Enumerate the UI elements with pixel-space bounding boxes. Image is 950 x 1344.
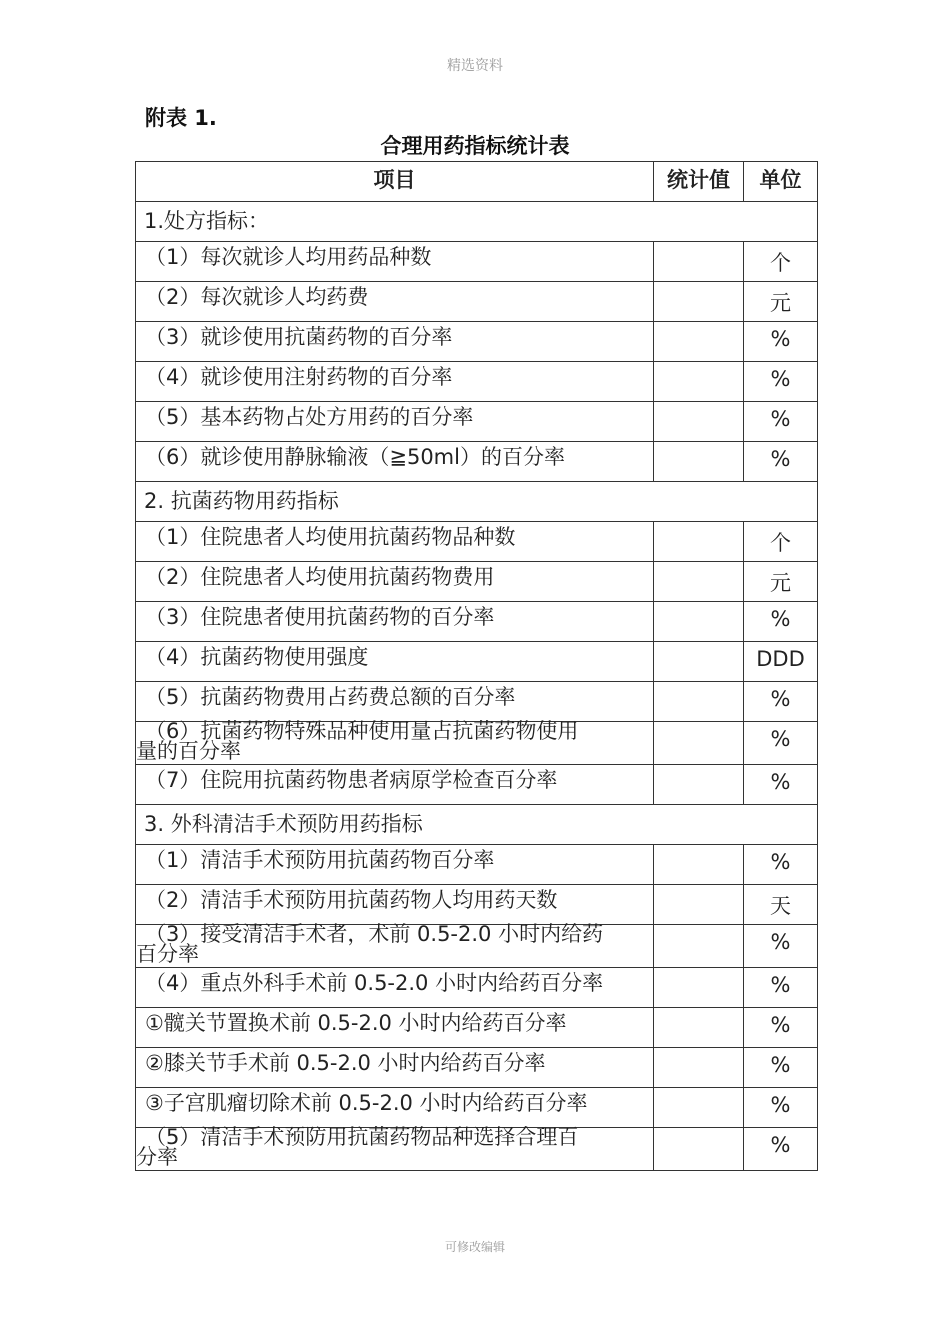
table-row (136, 682, 818, 722)
item-text: （5）清洁手术预防用抗菌药物品种选择合理百 (145, 1125, 579, 1149)
value-cell[interactable] (654, 442, 744, 482)
item-text-continued: 量的百分率 (136, 739, 241, 763)
table-row (136, 322, 818, 362)
item-cell: ②膝关节手术前 0.5-2.0 小时内给药百分率 (136, 1048, 654, 1088)
table-row (136, 968, 818, 1008)
value-cell[interactable] (654, 642, 744, 682)
unit-cell: % (744, 765, 818, 805)
unit-cell: % (744, 442, 818, 482)
section-row (136, 202, 818, 242)
value-cell[interactable] (654, 845, 744, 885)
unit-cell: % (744, 925, 818, 968)
value-cell[interactable] (654, 682, 744, 722)
item-cell: （4）就诊使用注射药物的百分率 (136, 362, 654, 402)
value-cell[interactable] (654, 765, 744, 805)
value-cell[interactable] (654, 1088, 744, 1128)
item-cell: （3）住院患者使用抗菌药物的百分率 (136, 602, 654, 642)
unit-cell: 天 (744, 885, 818, 925)
section-row (136, 482, 818, 522)
table-row (136, 602, 818, 642)
section-title: 3. 外科清洁手术预防用药指标 (136, 805, 818, 845)
unit-cell: 个 (744, 522, 818, 562)
item-cell: ①髋关节置换术前 0.5-2.0 小时内给药百分率 (136, 1008, 654, 1048)
value-cell[interactable] (654, 602, 744, 642)
item-cell: （5）抗菌药物费用占药费总额的百分率 (136, 682, 654, 722)
value-cell[interactable] (654, 322, 744, 362)
item-cell (136, 922, 654, 968)
item-cell: （4）重点外科手术前 0.5-2.0 小时内给药百分率 (136, 968, 654, 1008)
value-cell[interactable] (654, 968, 744, 1008)
table-row (136, 282, 818, 322)
table-body (136, 202, 818, 1171)
unit-cell: % (744, 682, 818, 722)
unit-cell: 元 (744, 282, 818, 322)
table-row (136, 562, 818, 602)
unit-cell: 元 (744, 562, 818, 602)
unit-cell: % (744, 968, 818, 1008)
item-cell: （3）就诊使用抗菌药物的百分率 (136, 322, 654, 362)
item-cell: （7）住院用抗菌药物患者病原学检查百分率 (136, 765, 654, 805)
value-cell[interactable] (654, 1128, 744, 1171)
section-title: 1.处方指标： (136, 202, 818, 242)
value-cell[interactable] (654, 885, 744, 925)
item-cell: （4）抗菌药物使用强度 (136, 642, 654, 682)
item-text-continued: 分率 (136, 1145, 178, 1169)
value-cell[interactable] (654, 242, 744, 282)
footer-note: 可修改编辑 (444, 1240, 505, 1254)
item-cell: （1）住院患者人均使用抗菌药物品种数 (136, 522, 654, 562)
table-row (136, 1048, 818, 1088)
statistics-table (135, 161, 818, 1171)
table-row (136, 442, 818, 482)
table-row (136, 1128, 818, 1171)
unit-cell: % (744, 1088, 818, 1128)
item-cell: （2）清洁手术预防用抗菌药物人均用药天数 (136, 885, 654, 925)
table-row (136, 362, 818, 402)
unit-cell: % (744, 602, 818, 642)
header-value: 统计值 (654, 162, 744, 202)
table-row (136, 1008, 818, 1048)
item-text: （3）接受清洁手术者，术前 0.5-2.0 小时内给药 (145, 922, 604, 946)
item-cell: （2）每次就诊人均药费 (136, 282, 654, 322)
header-note: 精选资料 (447, 58, 503, 74)
value-cell[interactable] (654, 402, 744, 442)
unit-cell: DDD (744, 642, 818, 682)
table-row (136, 722, 818, 765)
item-text: （6）抗菌药物特殊品种使用量占抗菌药物使用 (145, 719, 579, 743)
unit-cell: % (744, 1128, 818, 1171)
section-row (136, 805, 818, 845)
unit-cell: % (744, 1048, 818, 1088)
unit-cell: % (744, 322, 818, 362)
unit-cell: % (744, 362, 818, 402)
value-cell[interactable] (654, 522, 744, 562)
value-cell[interactable] (654, 1048, 744, 1088)
table-row (136, 845, 818, 885)
table-row (136, 765, 818, 805)
item-cell (136, 1125, 654, 1171)
unit-cell: % (744, 402, 818, 442)
table-row (136, 642, 818, 682)
table-title: 合理用药指标统计表 (380, 134, 570, 158)
unit-cell: % (744, 1008, 818, 1048)
header-unit: 单位 (744, 162, 818, 202)
item-text-continued: 百分率 (136, 942, 199, 966)
value-cell[interactable] (654, 562, 744, 602)
unit-cell: 个 (744, 242, 818, 282)
section-title: 2. 抗菌药物用药指标 (136, 482, 818, 522)
table-row (136, 885, 818, 925)
item-cell: （6）就诊使用静脉输液（≧50ml）的百分率 (136, 442, 654, 482)
table-row (136, 522, 818, 562)
item-cell: （2）住院患者人均使用抗菌药物费用 (136, 562, 654, 602)
item-cell: （5）基本药物占处方用药的百分率 (136, 402, 654, 442)
value-cell[interactable] (654, 925, 744, 968)
item-cell (136, 719, 654, 765)
header-item: 项目 (136, 162, 654, 202)
unit-cell: % (744, 845, 818, 885)
unit-cell: % (744, 722, 818, 765)
table-row (136, 242, 818, 282)
table-row (136, 925, 818, 968)
appendix-label: 附表 1. (145, 106, 217, 130)
item-cell: ③子宫肌瘤切除术前 0.5-2.0 小时内给药百分率 (136, 1088, 654, 1128)
value-cell[interactable] (654, 362, 744, 402)
table-row (136, 1088, 818, 1128)
value-cell[interactable] (654, 282, 744, 322)
value-cell[interactable] (654, 722, 744, 765)
value-cell[interactable] (654, 1008, 744, 1048)
header-row (136, 162, 818, 202)
item-cell: （1）清洁手术预防用抗菌药物百分率 (136, 845, 654, 885)
item-cell: （1）每次就诊人均用药品种数 (136, 242, 654, 282)
table-row (136, 402, 818, 442)
